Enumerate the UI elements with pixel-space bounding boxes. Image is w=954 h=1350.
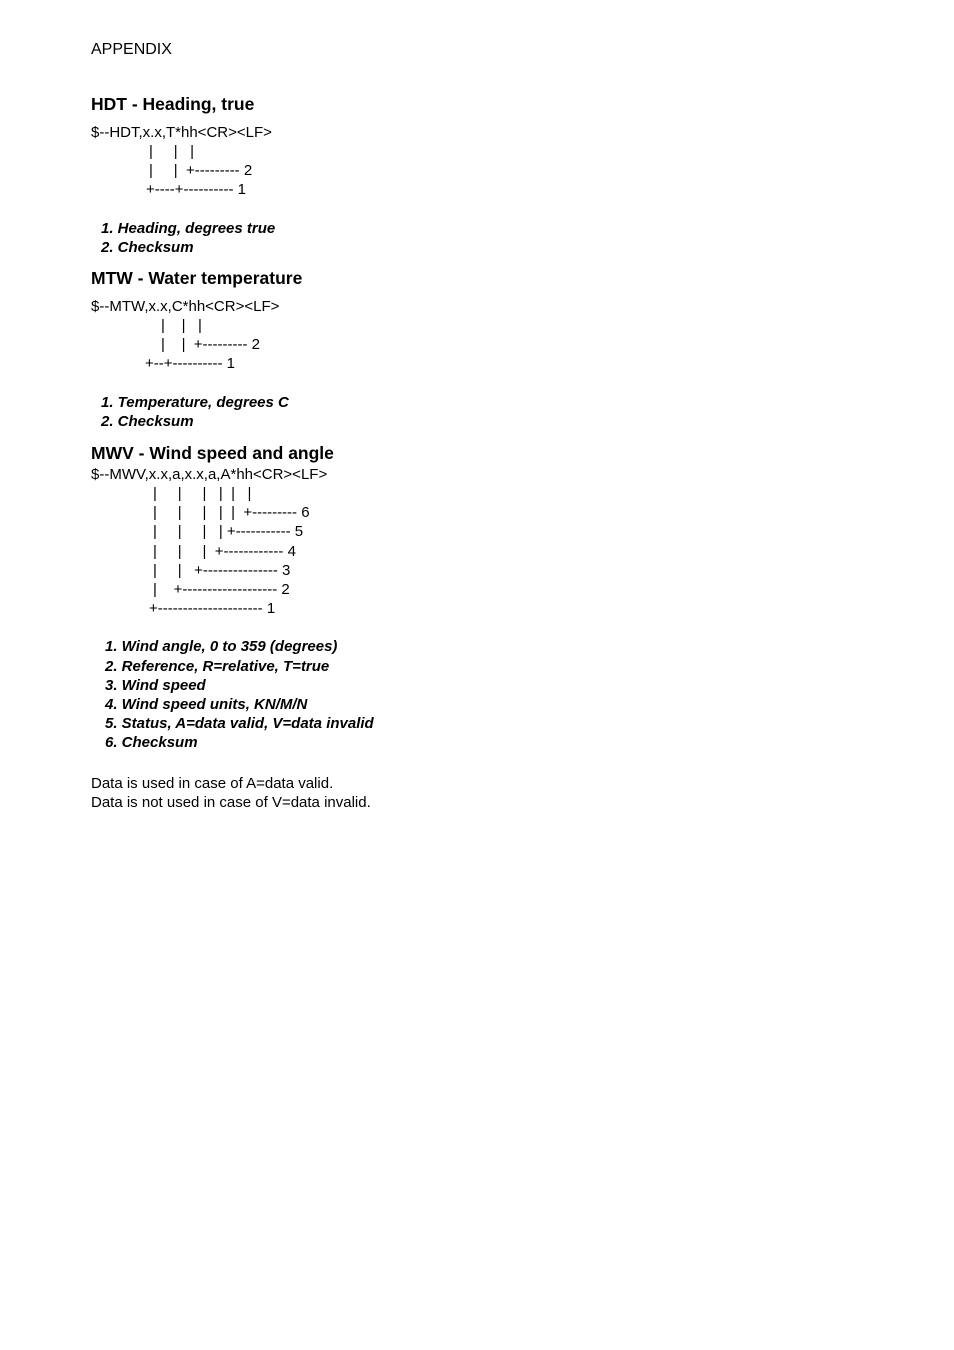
page-header: APPENDIX <box>91 41 172 58</box>
field-item: 1. Wind angle, 0 to 359 (degrees) <box>105 638 338 656</box>
mwv-section <box>91 443 791 753</box>
hdt-section <box>91 94 791 257</box>
mwv-title: MWV - Wind speed and angle <box>91 443 334 463</box>
note-line: Data is used in case of A=data valid. <box>91 775 334 792</box>
mtw-diagram <box>145 316 791 374</box>
mtw-diagram-line: | | +--------- 2 <box>161 336 261 354</box>
mwv-diagram-line: | | +--------------- 3 <box>153 561 291 579</box>
field-item: 2. Reference, R=relative, T=true <box>105 657 330 675</box>
mtw-title: MTW - Water temperature <box>91 268 303 288</box>
mtw-diagram-line: +--+---------- 1 <box>145 355 235 373</box>
field-item: 2. Checksum <box>101 238 194 256</box>
field-item: 2. Checksum <box>101 412 194 430</box>
mwv-diagram-line: | | | | | | <box>153 485 252 502</box>
hdt-title: HDT - Heading, true <box>91 94 255 114</box>
mwv-diagram-line: | | | | +----------- 5 <box>153 523 304 541</box>
mwv-diagram-line: | +------------------- 2 <box>153 580 290 598</box>
hdt-field-list <box>101 219 791 257</box>
mtw-section <box>91 268 791 431</box>
mwv-diagram-line: +--------------------- 1 <box>149 600 276 618</box>
data-validity-notes <box>91 774 371 812</box>
mwv-diagram-line: | | | | | +--------- 6 <box>153 504 310 522</box>
hdt-diagram-line: | | | <box>149 143 195 160</box>
note-line: Data is not used in case of V=data invalid. <box>91 794 371 812</box>
hdt-diagram <box>146 142 791 200</box>
mtw-sentence: $--MTW,x.x,C*hh<CR><LF> <box>91 298 280 315</box>
mwv-diagram-line: | | | +------------ 4 <box>153 542 296 560</box>
mwv-sentence: $--MWV,x.x,a,x.x,a,A*hh<CR><LF> <box>91 466 328 483</box>
field-item: 6. Checksum <box>105 734 198 752</box>
field-item: 1. Heading, degrees true <box>101 219 276 237</box>
hdt-sentence: $--HDT,x.x,T*hh<CR><LF> <box>91 124 272 141</box>
hdt-diagram-line: +----+---------- 1 <box>146 181 246 199</box>
hdt-diagram-line: | | +--------- 2 <box>149 162 253 180</box>
mtw-diagram-line: | | | <box>161 317 202 334</box>
mtw-field-list <box>101 393 791 431</box>
field-item: 3. Wind speed <box>105 676 206 694</box>
field-item: 1. Temperature, degrees C <box>101 393 289 411</box>
mwv-diagram <box>149 484 791 618</box>
mwv-field-list <box>105 637 791 752</box>
field-item: 4. Wind speed units, KN/M/N <box>105 695 308 713</box>
field-item: 5. Status, A=data valid, V=data invalid <box>105 715 374 733</box>
